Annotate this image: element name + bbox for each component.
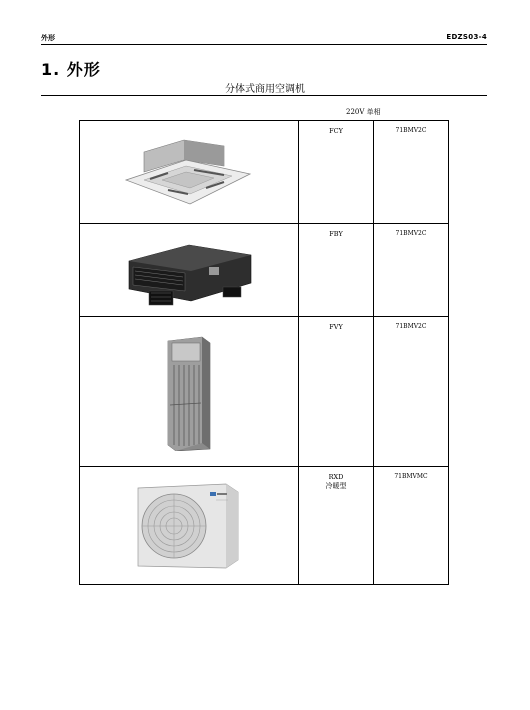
table-row [80, 121, 449, 224]
table-row [80, 224, 449, 317]
section-title: 1. 外形 [41, 60, 101, 79]
outdoor-unit-image [134, 478, 244, 574]
model-name: FVY [329, 323, 343, 331]
model-code: 71BMV2C [395, 323, 427, 330]
code-cell [374, 317, 449, 467]
code-cell [374, 121, 449, 224]
model-code: 71BMV2C [395, 230, 427, 237]
table-row [80, 317, 449, 467]
model-cell [299, 467, 374, 585]
image-cell [80, 121, 299, 224]
code-cell [374, 467, 449, 585]
spec-table [79, 120, 449, 585]
header-doc-code: EDZS03-4 [446, 33, 487, 41]
ducted-unit-image [119, 231, 259, 309]
code-cell [374, 224, 449, 317]
model-name: RXD [328, 473, 344, 481]
model-code: 71BMVMC [394, 473, 428, 480]
floor-standing-unit-image [164, 333, 214, 451]
table-row [80, 467, 449, 585]
section-subtitle: 分体式商用空调机 [225, 84, 305, 95]
model-cell [299, 121, 374, 224]
header-left: 外形 [41, 34, 55, 42]
image-cell [80, 467, 299, 585]
model-name: FCY [329, 127, 343, 135]
model-subtype: 冷暖型 [325, 482, 347, 490]
voltage-label: 220V 单相 [346, 108, 381, 116]
model-cell [299, 224, 374, 317]
model-cell [299, 317, 374, 467]
subtitle-rule [41, 95, 487, 96]
image-cell [80, 317, 299, 467]
ceiling-cassette-image [124, 132, 254, 212]
model-name: FBY [329, 230, 343, 238]
image-cell [80, 224, 299, 317]
header-rule [41, 44, 487, 45]
model-code: 71BMV2C [395, 127, 427, 134]
